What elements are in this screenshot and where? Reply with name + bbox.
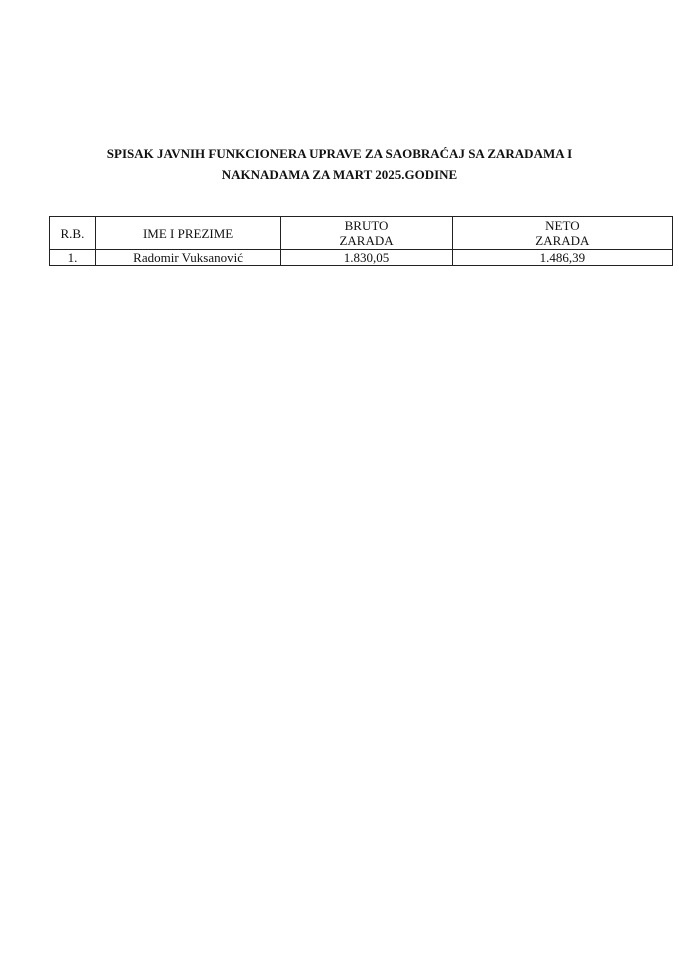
cell-neto: 1.486,39 xyxy=(452,250,672,266)
title-line-2: NAKNADAMA ZA MART 2025.GODINE xyxy=(221,167,458,182)
table-row xyxy=(50,250,673,266)
header-bruto-line-2: ZARADA xyxy=(339,233,394,248)
header-row xyxy=(50,217,673,250)
title-line-1: SPISAK JAVNIH FUNKCIONERA UPRAVE ZA SAOBRAĆAJ SA ZARADAMA I xyxy=(106,146,573,161)
cell-rb: 1. xyxy=(50,250,96,266)
header-neto-line-1: NETO xyxy=(545,218,580,233)
header-neto-line-2: ZARADA xyxy=(535,233,590,248)
header-bruto-line-1: BRUTO xyxy=(344,218,389,233)
document-title xyxy=(40,143,639,185)
salary-table-body xyxy=(50,250,673,266)
header-rb: R.B. xyxy=(50,217,96,250)
header-name: IME I PREZIME xyxy=(95,217,280,250)
cell-bruto: 1.830,05 xyxy=(281,250,452,266)
header-bruto xyxy=(281,217,452,250)
salary-table xyxy=(49,216,673,266)
salary-table-header xyxy=(50,217,673,250)
cell-name: Radomir Vuksanović xyxy=(95,250,280,266)
header-neto xyxy=(452,217,672,250)
